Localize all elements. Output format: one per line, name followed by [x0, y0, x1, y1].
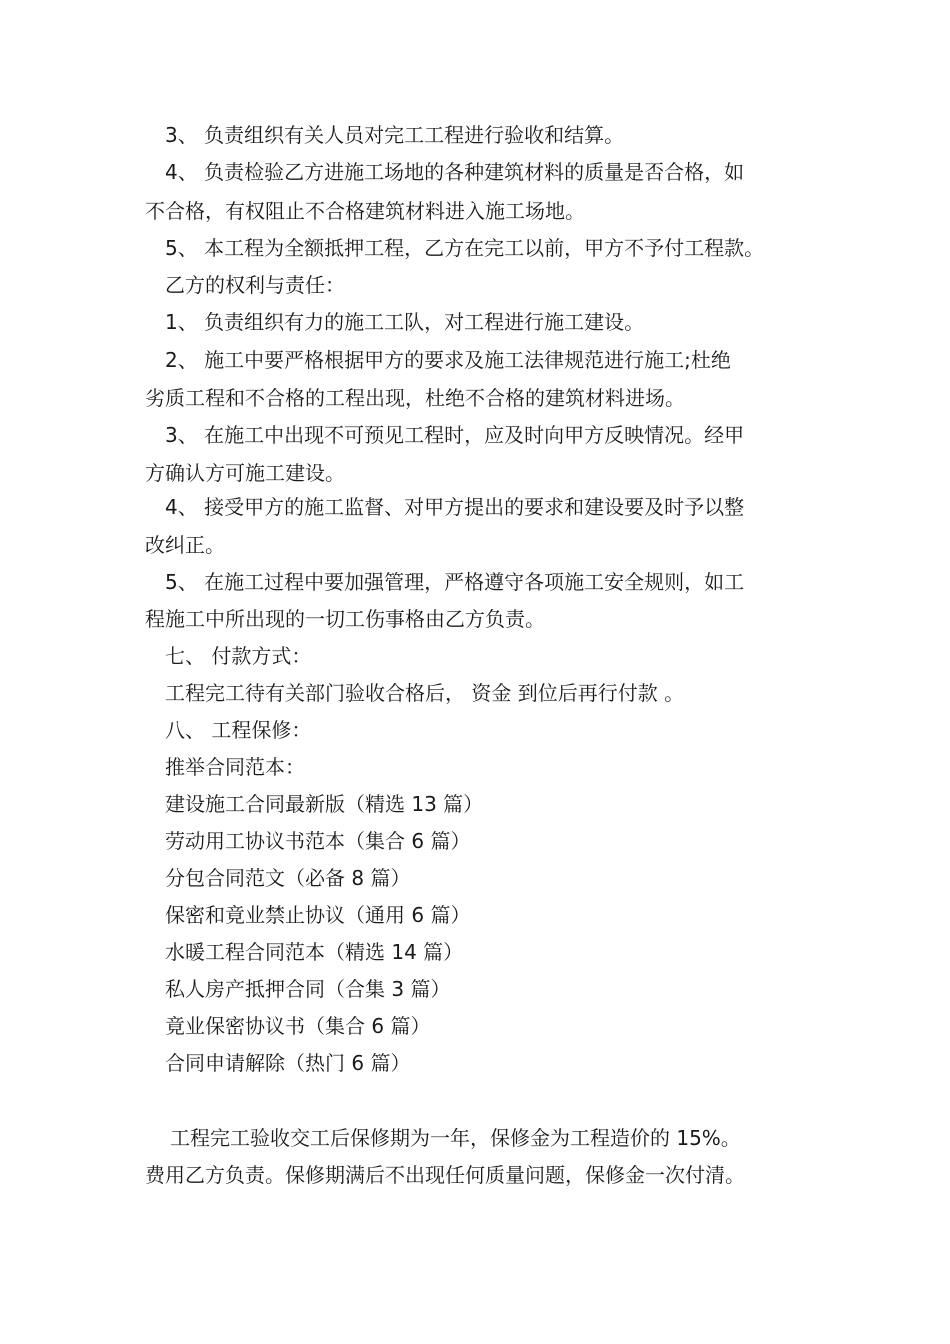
clause-line: 5、 在施工过程中要加强管理，严格遵守各项施工安全规则，如工 [165, 570, 745, 594]
recommend-item: 建设施工合同最新版（精选 13 篇） [165, 792, 484, 816]
clause-line: 1、 负责组织有力的施工工队，对工程进行施工建设。 [165, 310, 645, 334]
recommend-item: 合同申请解除（热门 6 篇） [165, 1051, 411, 1075]
clause-line: 5、 本工程为全额抵押工程，乙方在完工以前，甲方不予付工程款。 [165, 236, 765, 260]
paragraph-line: 工程完工验收交工后保修期为一年，保修金为工程造价的 15%。 [170, 1126, 741, 1150]
section-heading: 乙方的权利与责任： [165, 273, 345, 297]
recommend-item: 保密和竟业禁止协议（通用 6 篇） [165, 903, 471, 927]
recommend-item: 私人房产抵押合同（合集 3 篇） [165, 977, 451, 1001]
clause-line: 3、 在施工中出现不可预见工程时，应及时向甲方反映情况。经甲 [165, 423, 745, 447]
clause-line-continued: 劣质工程和不合格的工程出现，杜绝不合格的建筑材料进场。 [145, 386, 685, 410]
clause-line: 4、 接受甲方的施工监督、对甲方提出的要求和建设要及时予以整 [165, 495, 745, 519]
clause-line: 4、 负责检验乙方进施工场地的各种建筑材料的质量是否合格，如 [165, 160, 745, 184]
clause-line-continued: 改纠正。 [145, 533, 225, 557]
recommend-item: 水暖工程合同范本（精选 14 篇） [165, 940, 464, 964]
section-heading: 七、 付款方式： [165, 644, 312, 668]
recommend-item: 分包合同范文（必备 8 篇） [165, 866, 411, 890]
clause-line-continued: 不合格，有权阻止不合格建筑材料进入施工场地。 [145, 199, 585, 223]
clause-line-continued: 程施工中所出现的一切工伤事格由乙方负责。 [145, 607, 545, 631]
recommend-item: 竟业保密协议书（集合 6 篇） [165, 1014, 431, 1038]
paragraph-line-continued: 费用乙方负责。保修期满后不出现任何质量问题，保修金一次付清。 [145, 1163, 745, 1187]
recommend-item: 劳动用工协议书范本（集合 6 篇） [165, 829, 471, 853]
paragraph-line: 工程完工待有关部门验收合格后， 资金 到位后再行付款 。 [165, 681, 685, 705]
clause-line-continued: 方确认方可施工建设。 [145, 461, 345, 485]
clause-line: 2、 施工中要严格根据甲方的要求及施工法律规范进行施工;杜绝 [165, 348, 731, 372]
recommend-heading: 推举合同范本： [165, 755, 305, 779]
clause-line: 3、 负责组织有关人员对完工工程进行验收和结算。 [165, 123, 625, 147]
section-heading: 八、 工程保修： [165, 718, 312, 742]
